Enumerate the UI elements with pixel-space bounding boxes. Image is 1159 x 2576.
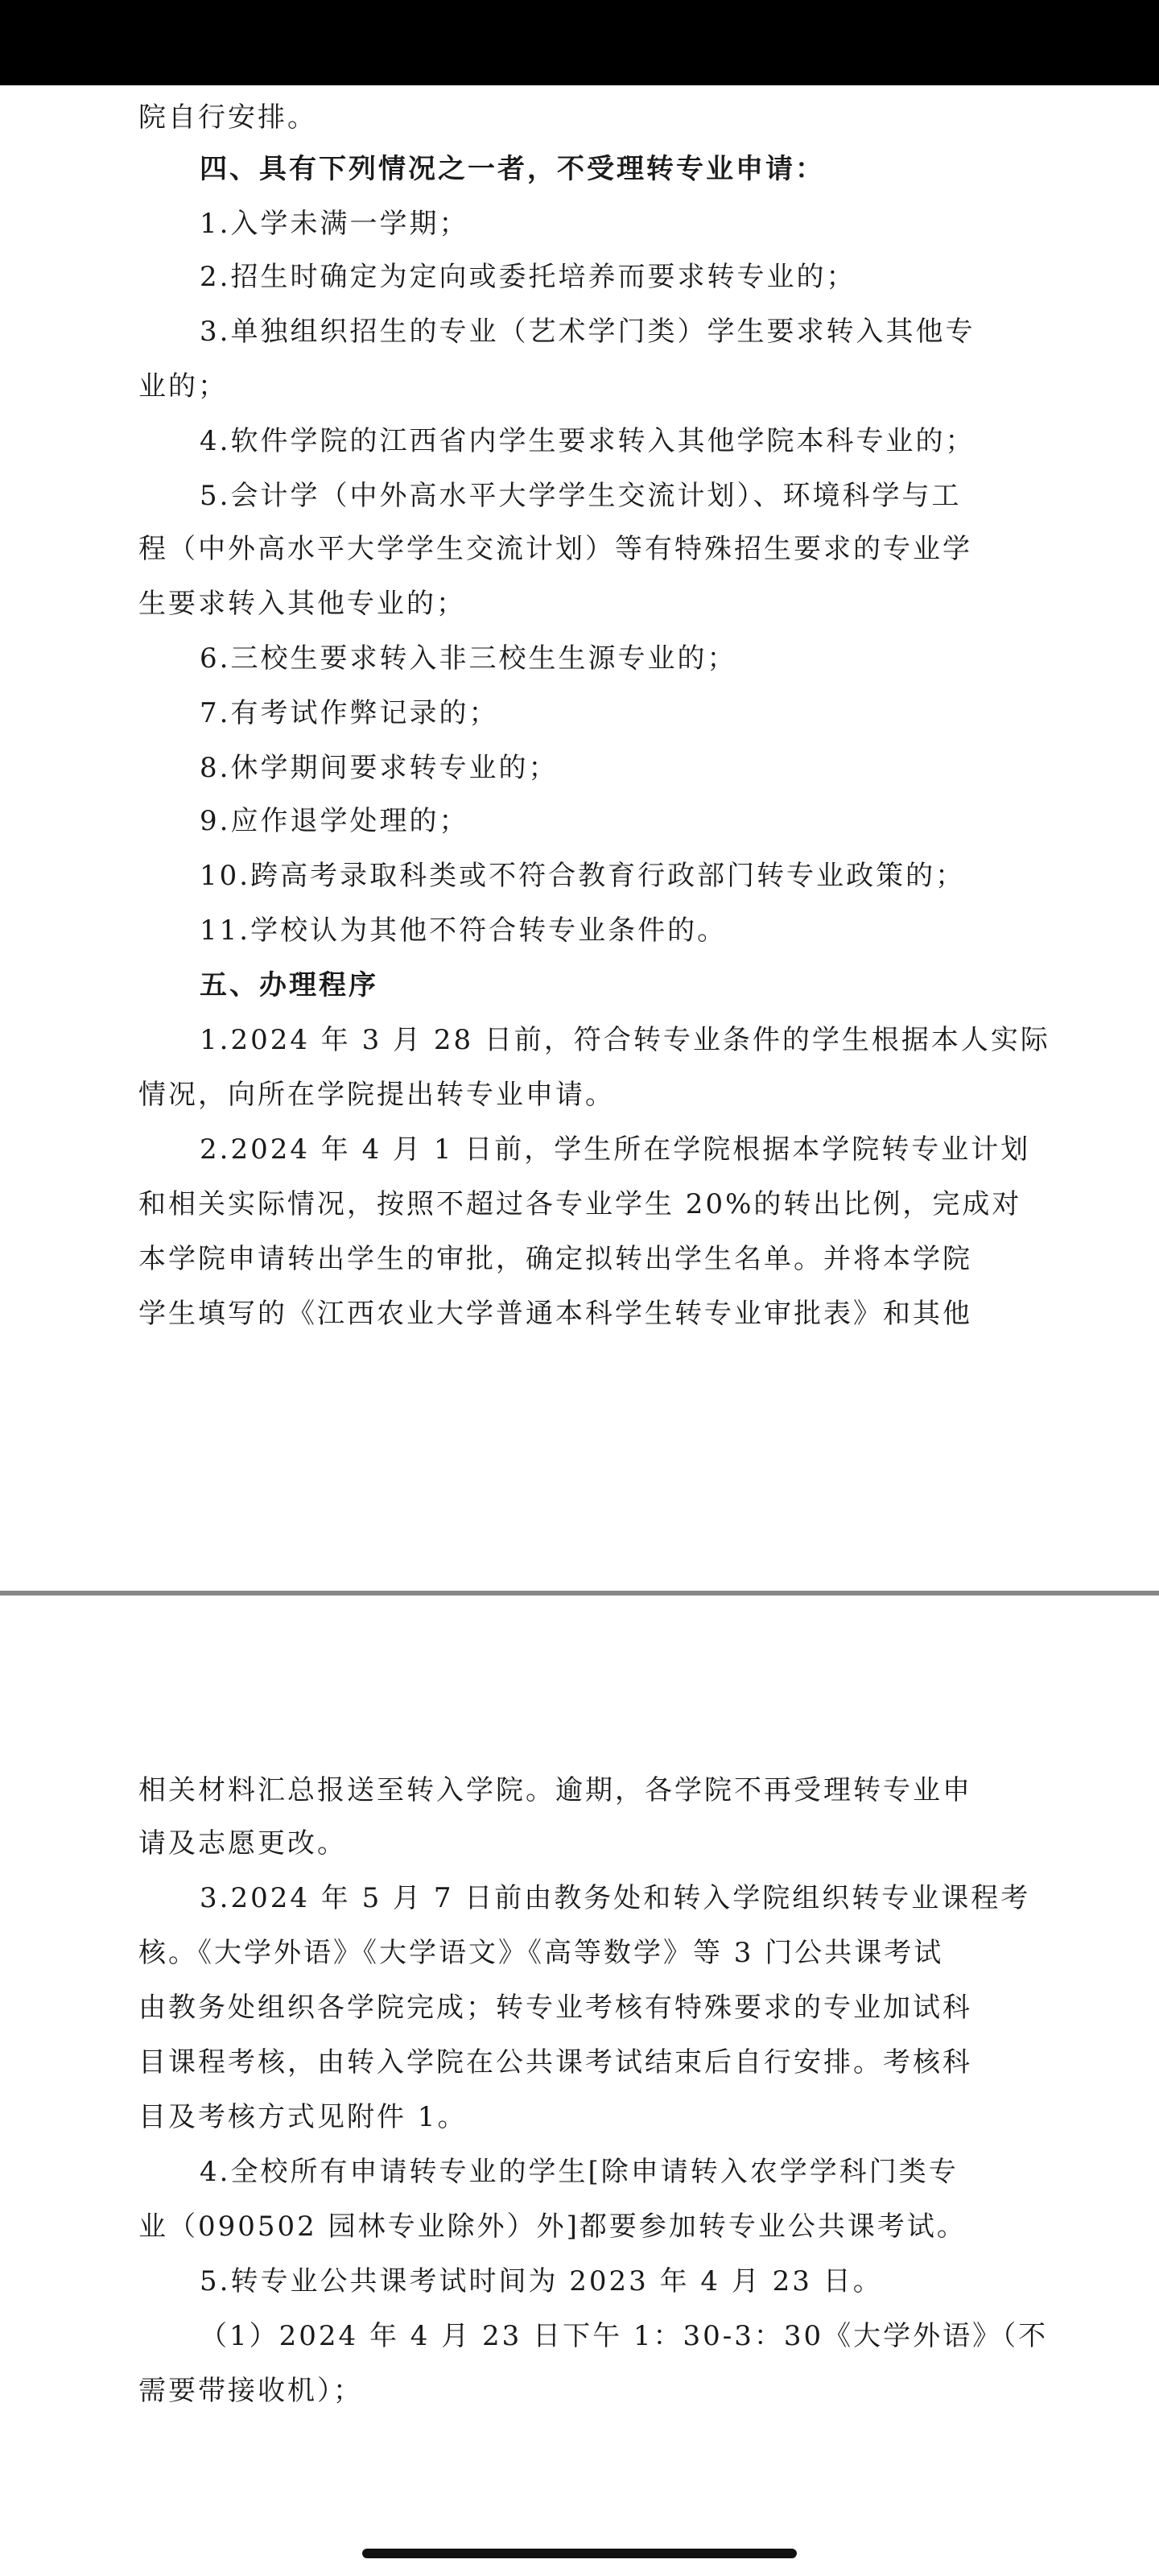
list-item: 10.跨高考录取科类或不符合教育行政部门转专业政策的； — [200, 860, 966, 892]
list-item-continuation: 业的； — [138, 370, 228, 402]
text-line: 相关材料汇总报送至转入学院。逾期，各学院不再受理转专业申 — [138, 1774, 972, 1806]
list-item-continuation: 本学院申请转出学生的审批，确定拟转出学生名单。并将本学院 — [138, 1243, 972, 1275]
section-heading: 四、具有下列情况之一者，不受理转专业申请： — [200, 153, 825, 185]
list-item: 4.软件学院的江西省内学生要求转入其他学院本科专业的； — [200, 425, 975, 457]
list-item-continuation: 需要带接收机）； — [138, 2375, 363, 2407]
list-item: 3.单独组织招生的专业（艺术学门类）学生要求转入其他专 — [200, 316, 975, 348]
status-bar — [0, 0, 1159, 85]
text-line: 请及志愿更改。 — [138, 1827, 347, 1860]
document-page-1 — [0, 85, 1159, 1591]
list-item: 1.入学未满一学期； — [200, 208, 469, 240]
list-item: 7.有考试作弊记录的； — [200, 697, 499, 729]
list-item: 1.2024 年 3 月 28 日前，符合转专业条件的学生根据本人实际 — [200, 1024, 1050, 1056]
list-item: 8.休学期间要求转专业的； — [200, 752, 559, 784]
list-item: 2.招生时确定为定向或委托培养而要求转专业的； — [200, 261, 856, 293]
section-heading: 五、办理程序 — [200, 969, 378, 1001]
list-item: 5.会计学（中外高水平大学学生交流计划）、环境科学与工 — [200, 480, 962, 512]
list-item-continuation: 情况，向所在学院提出转专业申请。 — [138, 1079, 615, 1111]
list-item: 5.转专业公共课考试时间为 2023 年 4 月 23 日。 — [200, 2265, 883, 2297]
list-item-continuation: 学生填写的《江西农业大学普通本科学生转专业审批表》和其他 — [138, 1298, 972, 1330]
list-item-continuation: 业（090502 园林专业除外）外]都要参加转专业公共课考试。 — [138, 2211, 967, 2243]
sub-list-item: （1）2024 年 4 月 23 日下午 1：30-3：30《大学外语》（不 — [200, 2320, 1049, 2352]
text-line: 院自行安排。 — [138, 101, 317, 134]
list-item: 3.2024 年 5 月 7 日前由教务处和转入学院组织转专业课程考 — [200, 1882, 1031, 1914]
list-item-continuation: 生要求转入其他专业的； — [138, 588, 466, 620]
list-item-continuation: 目课程考核，由转入学院在公共课考试结束后自行安排。考核科 — [138, 2046, 972, 2079]
list-item-continuation: 和相关实际情况，按照不超过各专业学生 20%的转出比例，完成对 — [138, 1188, 1022, 1220]
list-item: 6.三校生要求转入非三校生生源专业的； — [200, 642, 737, 675]
list-item: 11.学校认为其他不符合转专业条件的。 — [200, 914, 728, 947]
home-indicator[interactable] — [362, 2549, 797, 2558]
list-item: 2.2024 年 4 月 1 日前，学生所在学院根据本学院转专业计划 — [200, 1133, 1031, 1166]
list-item: 4.全校所有申请转专业的学生[除申请转入农学学科门类专 — [200, 2156, 959, 2188]
document-page-2 — [0, 1596, 1159, 2576]
list-item-continuation: 由教务处组织各学院完成；转专业考核有特殊要求的专业加试科 — [138, 1992, 972, 2024]
list-item: 9.应作退学处理的； — [200, 805, 469, 837]
list-item-continuation: 目及考核方式见附件 1。 — [138, 2101, 468, 2133]
list-item-continuation: 程（中外高水平大学学生交流计划）等有特殊招生要求的专业学 — [138, 533, 972, 565]
list-item-continuation: 核。《大学外语》《大学语文》《高等数学》等 3 门公共课考试 — [138, 1937, 944, 1969]
